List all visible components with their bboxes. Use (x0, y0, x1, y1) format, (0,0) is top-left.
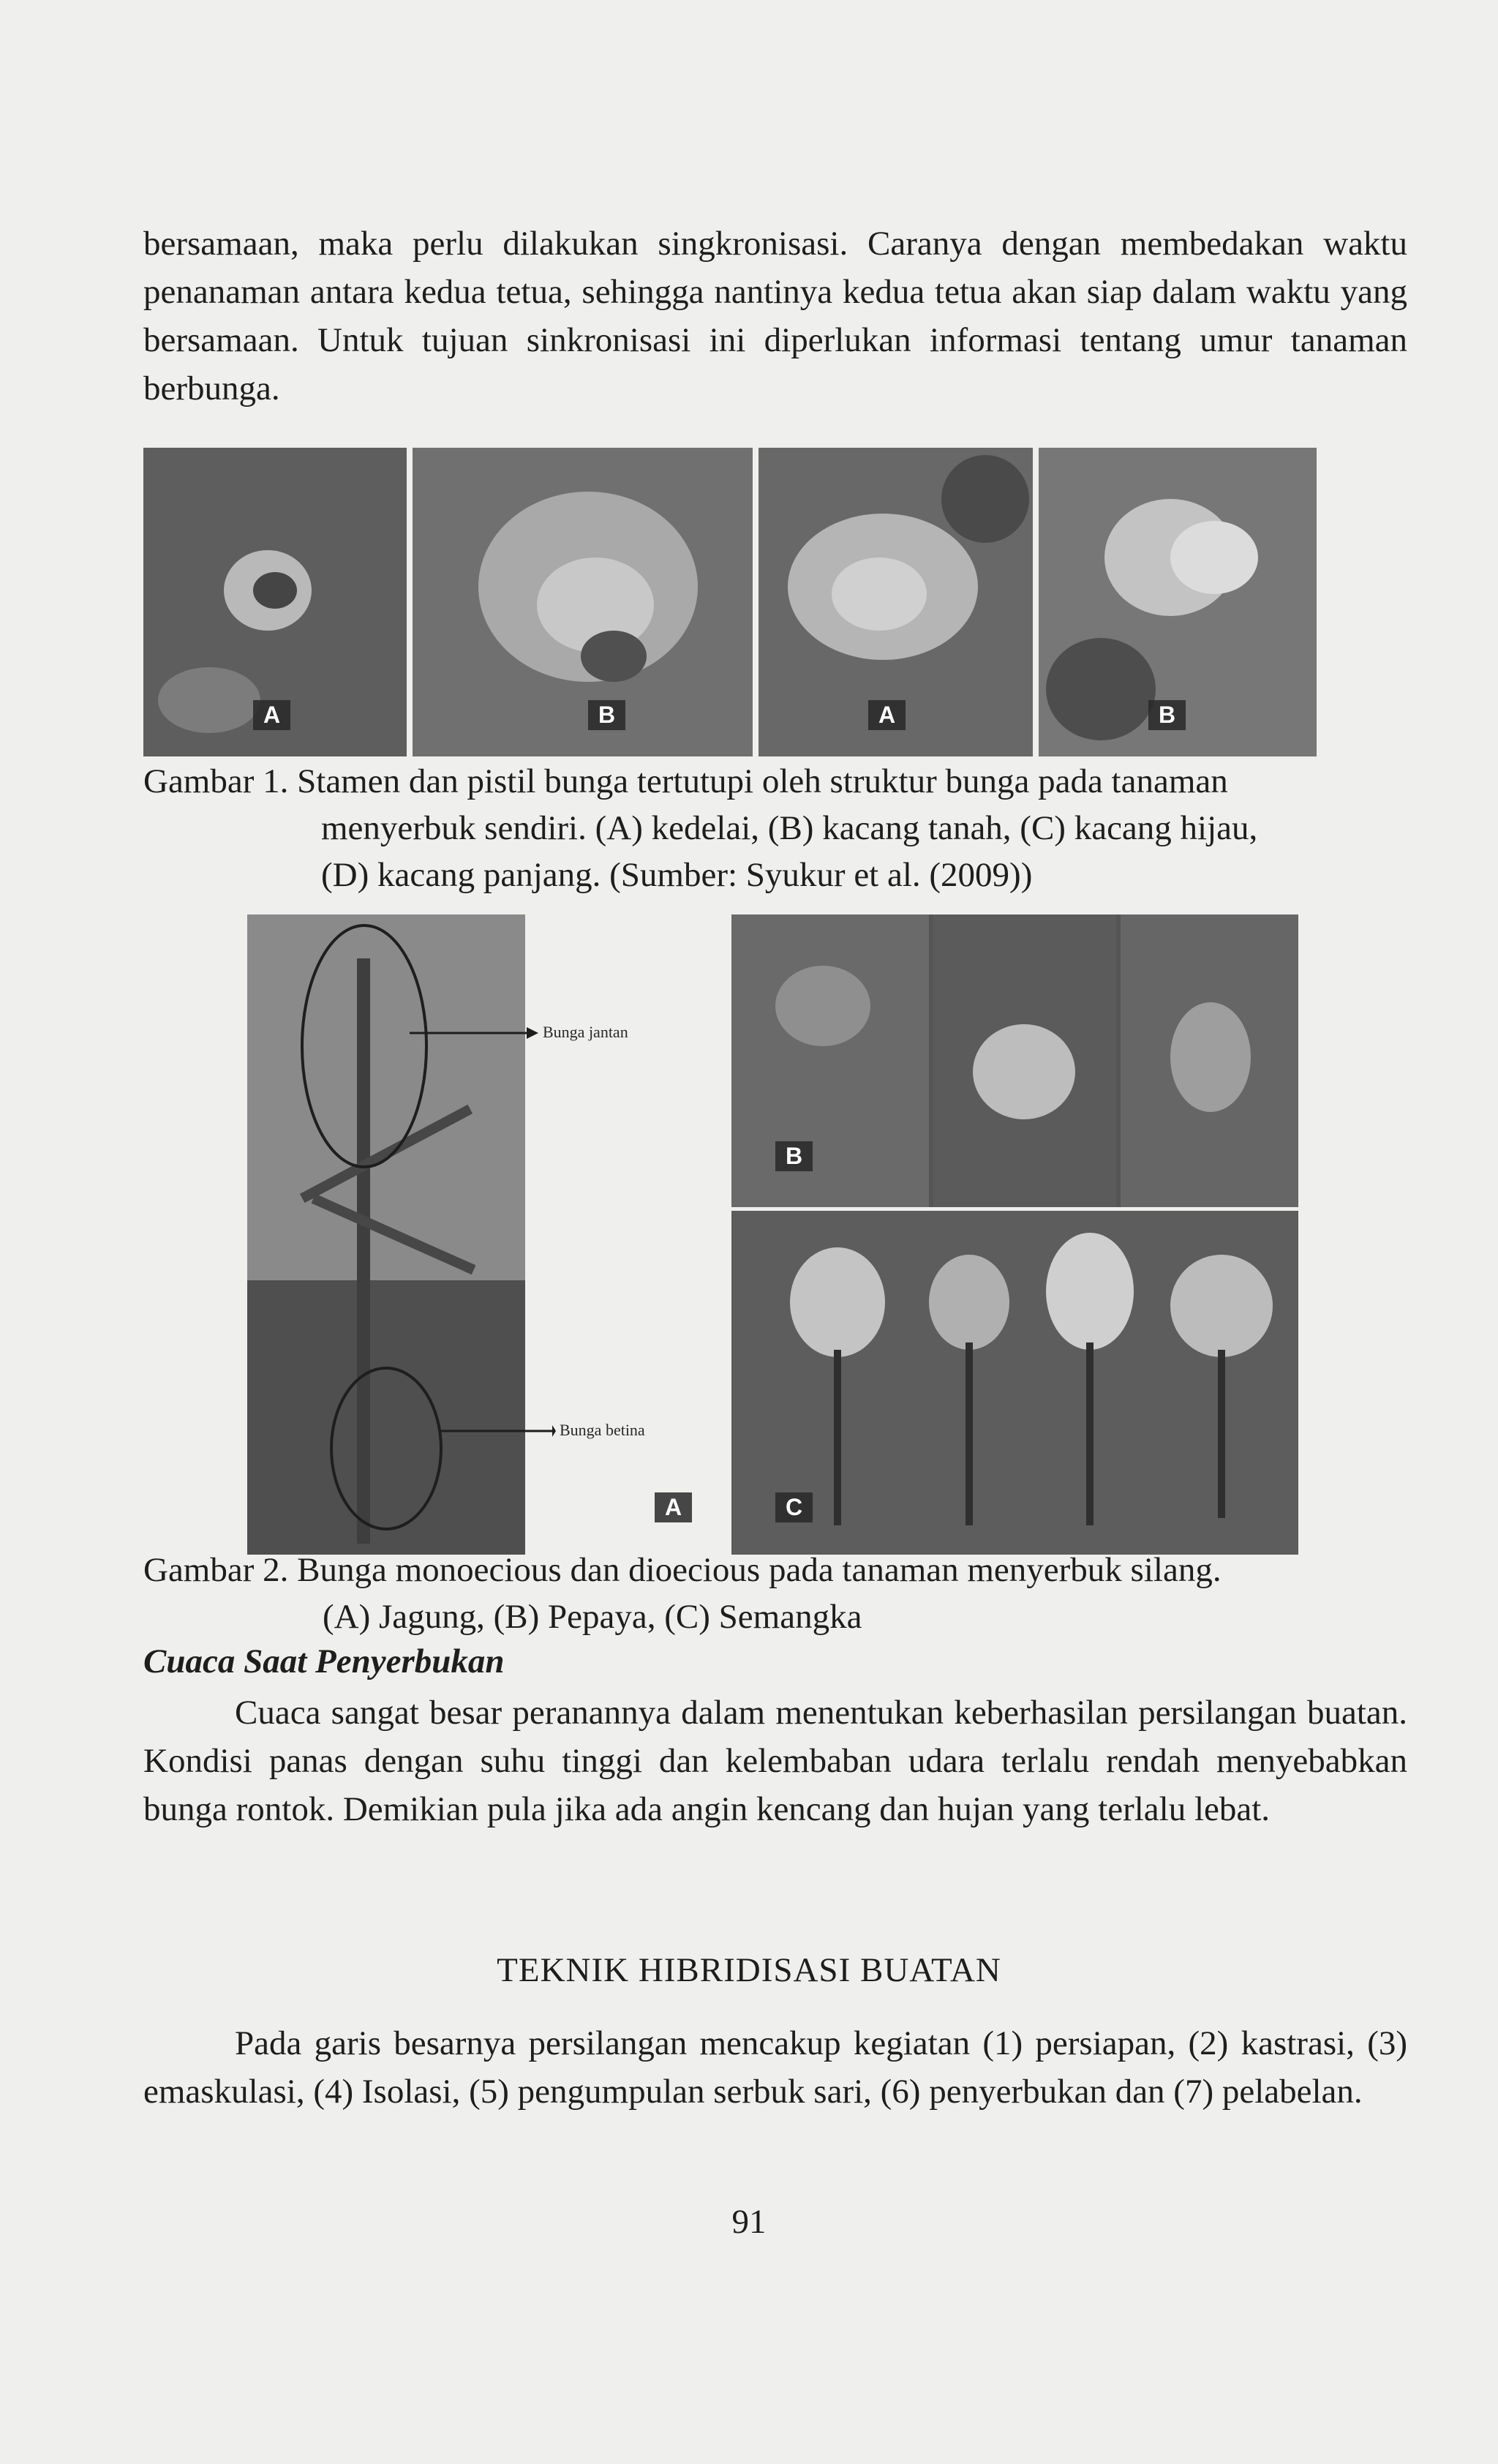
panel-label: C (775, 1492, 813, 1522)
figure-1-photo-longbean (1039, 448, 1317, 756)
panel-label: A (868, 700, 906, 730)
panel-label: A (655, 1492, 692, 1522)
paragraph-text: Pada garis besarnya persilangan mencakup kegiatan (1) persiapan, (2) kastrasi, (3) emaskulasi, (4) Isolasi, (5) pengumpulan serbuk sari, (6) penyerbukan dan (7) pelabelan. (143, 2024, 1407, 2111)
paragraph-synchronization (143, 219, 1407, 413)
panel-label: B (588, 700, 625, 730)
annotation-male-flower: Bunga jantan (543, 1023, 628, 1041)
panel-label: A (253, 700, 290, 730)
paragraph-text: bersamaan, maka perlu dilakukan singkronisasi. Caranya dengan membedakan waktu penanaman antara kedua tetua, sehingga nantinya kedua tetua akan siap dalam waktu yang bersamaan. Untuk tujuan sinkronisasi ini diperlukan informasi tentang umur tanaman berbunga. (143, 225, 1407, 407)
figure-2-caption-line: Bunga monoecious dan dioecious pada tanaman menyerbuk silang. (297, 1551, 1222, 1589)
annotation-female-flower: Bunga betina (560, 1421, 645, 1439)
figure-2-photo-papaya (731, 914, 1298, 1207)
panel-label: B (775, 1141, 813, 1171)
page-number: 91 (731, 2203, 767, 2241)
figure-1-photo-mungbean (759, 448, 1033, 756)
figure-2-caption-line: (A) Jagung, (B) Pepaya, (C) Semangka (323, 1598, 862, 1636)
paragraph-technique (143, 2019, 1407, 2116)
figure-1-caption-line: (D) kacang panjang. (Sumber: Syukur et al. (2009)) (321, 856, 1033, 894)
figure-1-caption-label: Gambar 1. (143, 762, 289, 800)
figure-2-photo-watermelon (731, 1211, 1298, 1555)
figure-2-caption-label: Gambar 2. (143, 1551, 289, 1589)
section-title: TEKNIK HIBRIDISASI BUATAN (497, 1951, 1001, 1989)
figure-2-caption (143, 1547, 1431, 1640)
figure-1-caption-line: Stamen dan pistil bunga tertutupi oleh struktur bunga pada tanaman (297, 762, 1228, 800)
paragraph-text: Cuaca sangat besar peranannya dalam menentukan keberhasilan persilangan buatan. Kondisi panas dengan suhu tinggi dan kelembaban udara terlalu rendah menyebabkan bunga rontok. Demikian pula jika ada angin kencang dan hujan yang terlalu lebat. (143, 1694, 1407, 1828)
annotation-arrows (410, 1017, 556, 1456)
figure-1-caption (143, 758, 1416, 898)
section-heading: Cuaca Saat Penyerbukan (143, 1642, 505, 1680)
figure-1-photo-soybean (143, 448, 407, 756)
paragraph-weather (143, 1689, 1407, 1833)
figure-1-photo-peanut (413, 448, 753, 756)
figure-1-caption-line: menyerbuk sendiri. (A) kedelai, (B) kacang tanah, (C) kacang hijau, (321, 809, 1258, 847)
panel-label: B (1148, 700, 1186, 730)
